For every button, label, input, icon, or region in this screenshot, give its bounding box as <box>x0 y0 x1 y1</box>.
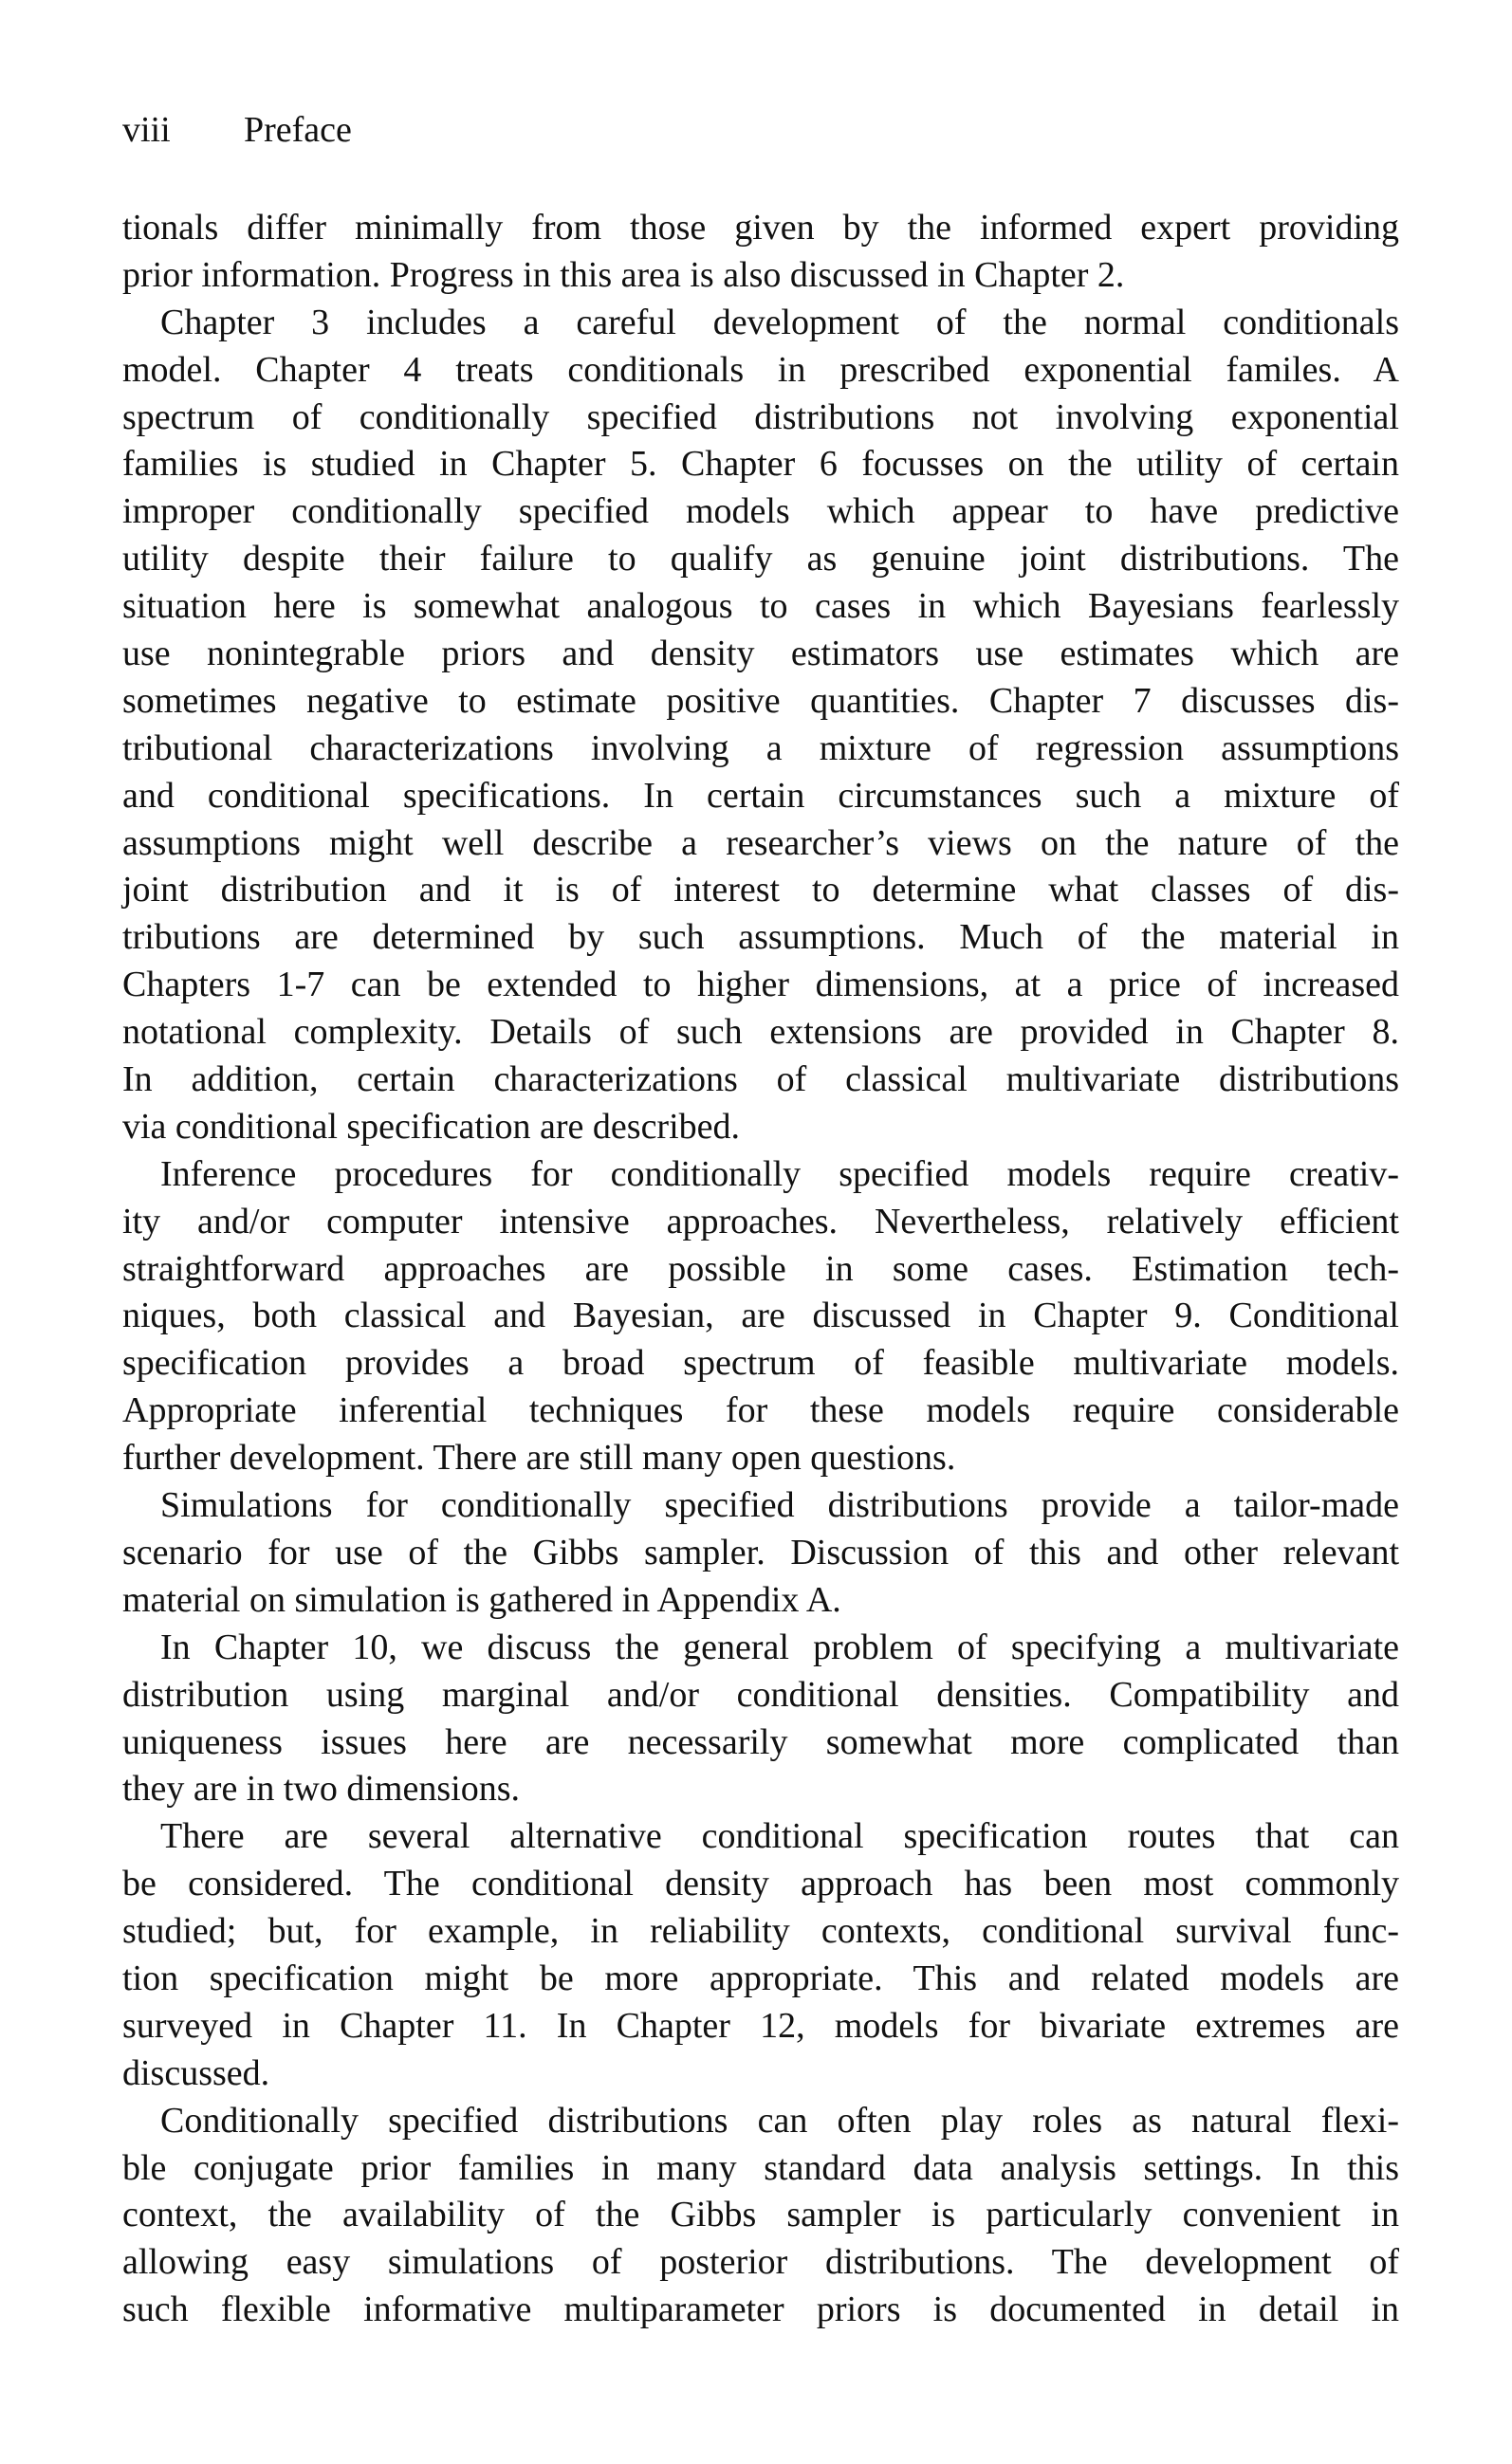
paragraph <box>122 1151 1399 1482</box>
text-line: further development. There are still many open questions. <box>122 1438 956 1479</box>
paragraph <box>122 300 1399 1151</box>
text-line: via conditional specification are described. <box>122 1106 741 1147</box>
text-line: tributions are determined by such assumptions. Much of the material in <box>122 917 1399 958</box>
text-line: assumptions might well describe a researcher’s views on the nature of the <box>122 822 1399 863</box>
text-line: use nonintegrable priors and density estimators use estimates which are <box>122 634 1399 674</box>
text-line: There are several alternative conditional specification routes that can <box>160 1816 1399 1857</box>
text-line: Conditionally specified distributions can often play roles as natural flexi- <box>160 2100 1399 2141</box>
text-line: Chapter 3 includes a careful development of the normal conditionals <box>160 302 1399 342</box>
text-line: spectrum of conditionally specified distributions not involving exponential <box>122 396 1399 437</box>
text-line: surveyed in Chapter 11. In Chapter 12, models for bivariate extremes are <box>122 2005 1399 2046</box>
text-line: Appropriate inferential techniques for these models require considerable <box>122 1390 1399 1431</box>
text-line: be considered. The conditional density approach has been most commonly <box>122 1864 1399 1904</box>
text-line: material on simulation is gathered in Appendix A. <box>122 1579 841 1620</box>
text-line: ity and/or computer intensive approaches. Nevertheless, relatively efficient <box>122 1201 1399 1241</box>
text-line: Simulations for conditionally specified distributions provide a tailor-made <box>160 1485 1399 1526</box>
text-line: context, the availability of the Gibbs sampler is particularly convenient in <box>122 2195 1399 2235</box>
text-line: uniqueness issues here are necessarily somewhat more complicated than <box>122 1721 1399 1762</box>
text-line: families is studied in Chapter 5. Chapter 6 focusses on the utility of certain <box>122 444 1399 485</box>
paragraph <box>122 1813 1399 2097</box>
page-number: viii <box>122 110 171 150</box>
text-line: model. Chapter 4 treats conditionals in prescribed exponential familes. A <box>122 349 1399 390</box>
running-title: Preface <box>244 110 352 150</box>
paragraph <box>122 2098 1399 2334</box>
text-line: tributional characterizations involving a mixture of regression assumptions <box>122 727 1399 768</box>
paragraph <box>122 1625 1399 1814</box>
text-line: specification provides a broad spectrum of feasible multivariate models. <box>122 1343 1399 1384</box>
text-line: In addition, certain characterizations of classical multivariate distributions <box>122 1059 1399 1100</box>
text-line: they are in two dimensions. <box>122 1769 520 1810</box>
text-line: distribution using marginal and/or conditional densities. Compatibility and <box>122 1674 1399 1715</box>
text-line: prior information. Progress in this area is also discussed in Chapter 2. <box>122 254 1125 295</box>
text-line: Chapters 1-7 can be extended to higher dimensions, at a price of increased <box>122 965 1399 1005</box>
text-line: scenario for use of the Gibbs sampler. Discussion of this and other relevant <box>122 1532 1399 1572</box>
text-line: sometimes negative to estimate positive quantities. Chapter 7 discusses dis- <box>122 680 1399 721</box>
text-line: tionals differ minimally from those given by the informed expert providing <box>122 208 1399 248</box>
text-line: straightforward approaches are possible in some cases. Estimation tech- <box>122 1248 1399 1289</box>
text-line: studied; but, for example, in reliability contexts, conditional survival func- <box>122 1911 1399 1952</box>
text-line: ble conjugate prior families in many standard data analysis settings. In this <box>122 2147 1399 2188</box>
text-line: Inference procedures for conditionally specified models require creativ- <box>160 1153 1399 1194</box>
text-line: In Chapter 10, we discuss the general problem of specifying a multivariate <box>160 1627 1399 1667</box>
text-line: discussed. <box>122 2052 270 2093</box>
text-line: improper conditionally specified models which appear to have predictive <box>122 491 1399 532</box>
text-line: such flexible informative multiparameter priors is documented in detail in <box>122 2289 1399 2330</box>
text-line: notational complexity. Details of such extensions are provided in Chapter 8. <box>122 1012 1399 1053</box>
body-text <box>122 205 1399 2334</box>
paragraph <box>122 205 1399 300</box>
text-line: utility despite their failure to qualify as genuine joint distributions. The <box>122 539 1399 579</box>
text-line: allowing easy simulations of posterior distributions. The development of <box>122 2242 1399 2283</box>
paragraph <box>122 1482 1399 1625</box>
text-line: joint distribution and it is of interest to determine what classes of dis- <box>122 870 1399 910</box>
text-line: niques, both classical and Bayesian, are discussed in Chapter 9. Conditional <box>122 1296 1399 1336</box>
text-line: situation here is somewhat analogous to cases in which Bayesians fearlessly <box>122 586 1399 627</box>
text-line: and conditional specifications. In certain circumstances such a mixture of <box>122 775 1399 816</box>
text-line: tion specification might be more appropriate. This and related models are <box>122 1958 1399 1998</box>
